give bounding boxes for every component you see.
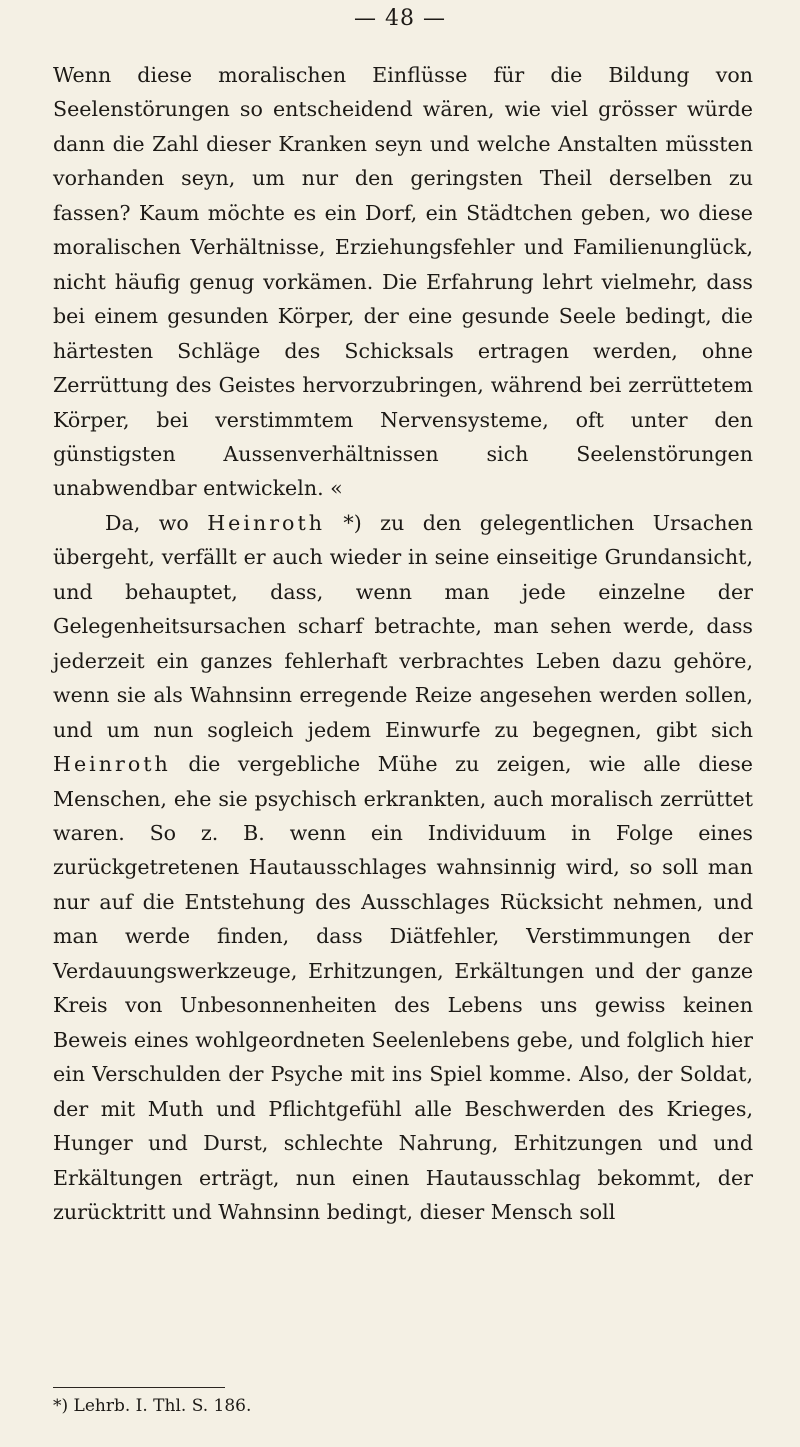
page-number: — 48 — xyxy=(354,6,446,31)
paragraph-1: Wenn diese moralischen Einflüsse für die Bildung von Seelenstörungen so entscheidend wären, wie viel grösser würde dann die Zahl dieser Kranken seyn und welche Anstalten müssten vorhanden seyn, um nur den geringsten Theil derselben zu fassen? Kaum möchte es ein Dorf, ein Städtchen geben, wo diese moralischen Verhältnisse, Erziehungsfehler und Familienunglück, nicht häufig genug vorkämen. Die Erfahrung lehrt vielmehr, dass bei einem gesunden Körper, der eine gesunde Seele bedingt, die härtesten Schläge des Schicksals ertragen werden, ohne Zerrüttung des Geistes hervorzubringen, während bei zerrüttetem Körper, bei verstimmtem Nervensysteme, oft unter den günstigsten Aussenverhältnissen sich Seelenstörungen unabwendbar entwickeln. « xyxy=(53,63,753,501)
paragraph-2-part-b: *) zu den gelegentlichen Ursachen übergeht, verfällt er auch wieder in seine einseitige Grundansicht, und behauptet, dass, wenn man jede einzelne der Gelegenheitsursachen scharf betrachte, man sehen werde, dass jederzeit ein ganzes fehlerhaft verbrachtes Leben dazu gehöre, wenn sie als Wahnsinn erregende Reize angesehen werden sollen, und um nun sogleich jedem Einwurfe zu begegnen, gibt sich xyxy=(53,510,753,742)
footnote-divider xyxy=(53,1387,225,1388)
footnote: *) Lehrb. I. Thl. S. 186. xyxy=(53,1396,252,1416)
author-name-heinroth: Heinroth xyxy=(207,510,325,535)
paragraph-2-part-a: Da, wo xyxy=(105,510,208,535)
author-name-heinroth-2: Heinroth xyxy=(53,752,171,777)
body-text xyxy=(53,58,753,1229)
paragraph-2 xyxy=(53,506,753,1230)
paragraph-2-part-c: die vergebliche Mühe zu zeigen, wie alle diese Menschen, ehe sie psychisch erkrankten, auch moralisch zerrüttet waren. So z. B. wenn ein Individuum in Folge eines zurückgetretenen Hautausschlages wahnsinnig wird, so soll man nur auf die Entstehung des Ausschlages Rücksicht nehmen, und man werde finden, dass Diätfehler, Verstimmungen der Verdauungswerkzeuge, Erhitzungen, Erkältungen und der ganze Kreis von Unbesonnenheiten des Lebens uns gewiss keinen Beweis eines wohlgeordneten Seelenlebens gebe, und folglich hier ein Verschulden der Psyche mit ins Spiel komme. Also, der Soldat, der mit Muth und Pflichtgefühl alle Beschwerden des Krieges, Hunger und Durst, schlechte Nahrung, Erhitzungen und und Erkältungen erträgt, nun einen Hautausschlag bekommt, der zurücktritt und Wahnsinn bedingt, dieser Mensch soll xyxy=(53,752,753,1224)
